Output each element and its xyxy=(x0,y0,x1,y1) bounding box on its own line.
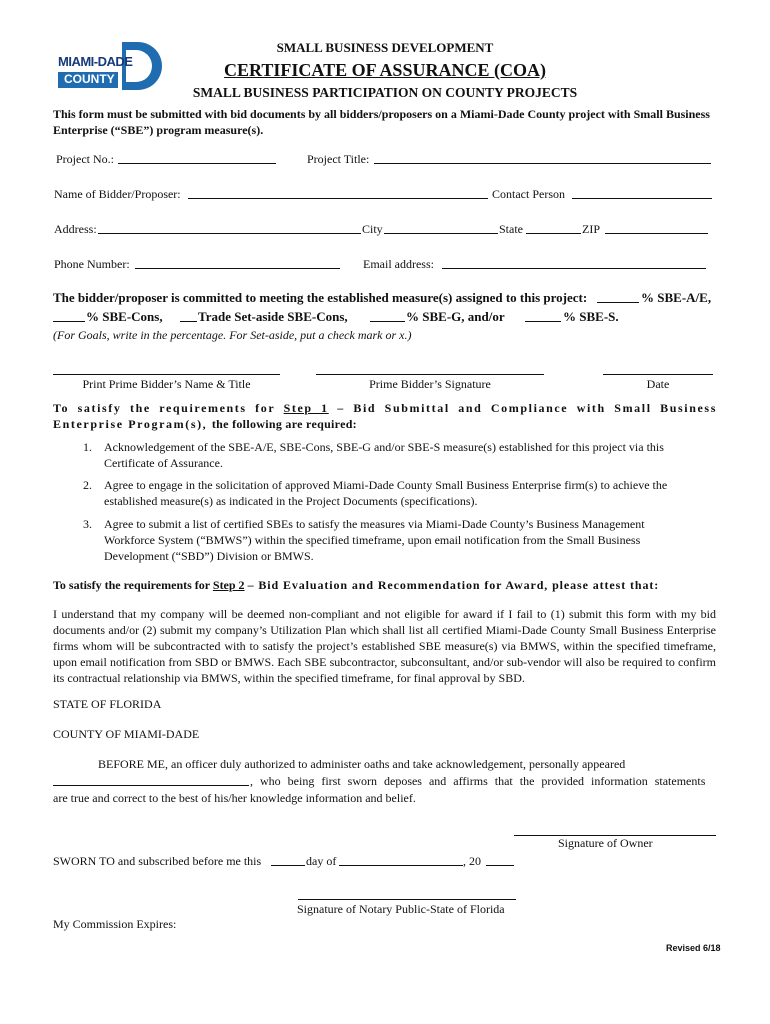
day-field[interactable] xyxy=(271,865,305,866)
year-label: , 20 xyxy=(463,854,481,868)
step2-heading xyxy=(53,577,723,593)
step1-item-number: 3. xyxy=(83,517,92,531)
sbe-cons-field[interactable] xyxy=(53,321,85,322)
page-title: CERTIFICATE OF ASSURANCE (COA) xyxy=(224,60,546,80)
county-heading: COUNTY OF MIAMI-DADE xyxy=(53,727,200,741)
contact-person-field[interactable] xyxy=(572,198,712,199)
step1-label: Step 1 xyxy=(283,401,329,415)
email-label: Email address: xyxy=(363,257,434,271)
sworn-to-label: SWORN TO and subscribed before me this xyxy=(53,854,262,868)
sbe-g-label: % SBE-G, and/or xyxy=(406,309,505,324)
notary-signature-caption: Signature of Notary Public-State of Florida xyxy=(297,902,505,916)
department-name: SMALL BUSINESS DEVELOPMENT xyxy=(276,40,494,55)
sbe-s-label: % SBE-S. xyxy=(563,309,619,324)
day-of-label: day of xyxy=(306,854,337,868)
prime-name-field[interactable] xyxy=(53,374,280,375)
city-field[interactable] xyxy=(384,233,498,234)
step1-item-number: 1. xyxy=(83,440,92,454)
step1-item: Agree to submit a list of certified SBEs to satisfy the measures via Miami-Dade County’s Business Management Workforce System (“BMWS”) within the specified timeframe, upon email notification from the Small Business Development (“SBD”) Division or BMWS. xyxy=(104,517,645,563)
prime-signature-caption: Prime Bidder’s Signature xyxy=(369,377,491,391)
commitment-text: The bidder/proposer is committed to meeting the established measure(s) assigned to this project: xyxy=(53,290,588,305)
commitment-note: (For Goals, write in the percentage. For Set-aside, put a check mark or x.) xyxy=(53,328,412,342)
project-title-label: Project Title: xyxy=(307,152,370,166)
date-field[interactable] xyxy=(603,374,713,375)
bidder-name-field[interactable] xyxy=(188,198,488,199)
sworn-end: are true and correct to the best of his/her knowledge information and belief. xyxy=(53,791,416,805)
step1-lead: To satisfy the requirements for xyxy=(53,401,276,415)
step2-rest: – Bid Evaluation and Recommendation for Award, please attest that: xyxy=(247,578,660,592)
intro-text: This form must be submitted with bid documents by all bidders/proposers on a Miami-Dade County project with Small Business Enterprise (“SBE”) program measure(s). xyxy=(53,107,710,137)
step1-heading xyxy=(53,400,717,432)
phone-field[interactable] xyxy=(135,268,340,269)
step2-lead: To satisfy the requirements for xyxy=(53,578,210,592)
sbe-s-field[interactable] xyxy=(525,321,561,322)
affiant-name-field[interactable] xyxy=(53,785,249,786)
page-subtitle: SMALL BUSINESS PARTICIPATION ON COUNTY PROJECTS xyxy=(192,85,578,100)
trade-setaside-field[interactable] xyxy=(180,321,197,322)
sbe-ae-field[interactable] xyxy=(597,302,639,303)
sbe-cons-label: % SBE-Cons, xyxy=(86,309,163,324)
year-field[interactable] xyxy=(486,865,514,866)
month-field[interactable] xyxy=(339,865,463,866)
step2-label: Step 2 xyxy=(212,578,245,592)
trade-setaside-label: Trade Set-aside SBE-Cons, xyxy=(198,309,348,324)
project-no-field[interactable] xyxy=(118,163,276,164)
step1-item: Acknowledgement of the SBE-A/E, SBE-Cons, SBE-G and/or SBE-S measure(s) established for this project via this Certificate of Assurance. xyxy=(104,440,664,470)
project-title-field[interactable] xyxy=(374,163,711,164)
commission-expires-label: My Commission Expires: xyxy=(53,917,177,931)
phone-label: Phone Number: xyxy=(54,257,130,271)
zip-label: ZIP xyxy=(582,222,600,236)
email-field[interactable] xyxy=(442,268,706,269)
state-field[interactable] xyxy=(526,233,581,234)
state-label: State xyxy=(499,222,523,236)
print-name-caption: Print Prime Bidder’s Name & Title xyxy=(82,377,251,391)
sworn-continuation: , who being first sworn deposes and affirms that the provided information statements xyxy=(250,774,706,788)
city-label: City xyxy=(362,222,383,236)
prime-signature-field[interactable] xyxy=(316,374,544,375)
state-heading: STATE OF FLORIDA xyxy=(53,697,162,711)
owner-signature-caption: Signature of Owner xyxy=(558,836,653,850)
revision-note: Revised 6/18 xyxy=(666,943,721,953)
sbe-ae-label: % SBE-A/E, xyxy=(641,290,712,305)
contact-person-label: Contact Person xyxy=(492,187,565,201)
step1-item: Agree to engage in the solicitation of approved Miami-Dade County Small Business Enterprise firm(s) to achieve the established measure(s) as indicated in the Project Documents (specifications). xyxy=(104,478,668,508)
address-field[interactable] xyxy=(98,233,361,234)
address-label: Address: xyxy=(54,222,97,236)
bidder-name-label: Name of Bidder/Proposer: xyxy=(54,187,181,201)
step1-rest: – Bid Submittal and Compliance with Small Business Enterprise Program(s), xyxy=(53,401,717,431)
step1-tail: the following are required: xyxy=(211,417,357,431)
project-no-label: Project No.: xyxy=(56,152,114,166)
before-me-text: BEFORE ME, an officer duly authorized to administer oaths and take acknowledgement, personally appeared xyxy=(98,757,626,771)
step1-item-number: 2. xyxy=(83,478,92,492)
notary-signature-field[interactable] xyxy=(298,899,516,900)
logo-text-primary: MIAMI-DADE xyxy=(58,54,133,69)
logo-text-secondary: COUNTY xyxy=(64,72,115,86)
step2-attestation: I understand that my company will be deemed non-compliant and not eligible for award if I fail to (1) submit this form with my bid documents and/or (2) submit my company’s Utilization Plan which shall list all certified Miami-Dade County Small Business Enterprise firms whom will be subcontracted with to satisfy the project’s established SBE measure(s) via BMWS, within the specified timeframe, upon email notification from SBD or BMWS. Each SBE subcontractor, subconsultant, and/or sub-vendor will also be required to confirm its contractual relationship via BMWS, within the specified timeframe, for final approval by SBD. xyxy=(53,607,716,685)
date-caption: Date xyxy=(646,377,670,391)
sbe-g-field[interactable] xyxy=(370,321,405,322)
zip-field[interactable] xyxy=(605,233,708,234)
